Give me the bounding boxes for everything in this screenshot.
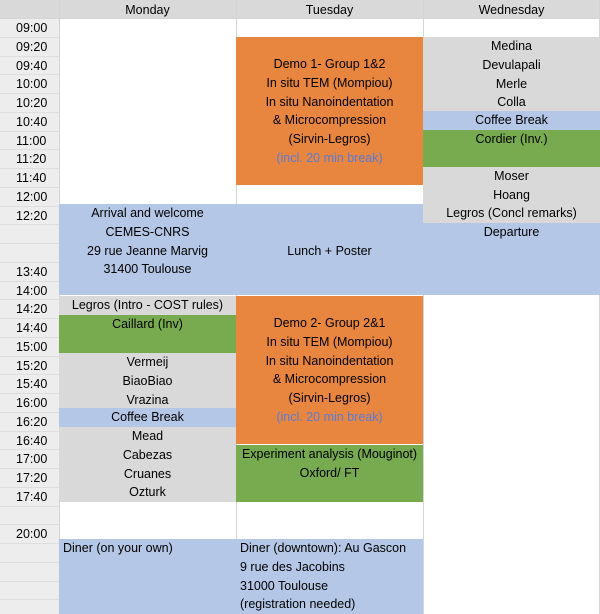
grid-line-h [0,356,59,357]
grid-line-h [0,299,59,300]
monday-talk: Cruanes [123,466,172,481]
time-label: 09:20 [16,39,48,54]
demo2-line: & Microcompression [272,372,387,387]
grid-line-h [0,431,59,432]
time-label: 15:20 [16,358,48,373]
monday-talk: Vermeij [126,355,169,369]
monday-caillard-label: Caillard (Inv) [112,317,183,331]
grid-line-h [0,506,59,507]
demo1-line: & Microcompression [272,113,387,128]
wednesday-coffee-block [423,111,600,130]
time-label: 12:20 [16,208,48,223]
time-label: 15:40 [16,377,48,392]
wednesday-coffee-label: Coffee Break [475,113,548,127]
experiment-line: Experiment analysis (Mouginot) [241,447,418,461]
wednesday-talk: Merle [495,76,528,91]
time-label: 16:20 [16,414,48,429]
grid-line-h [0,37,59,38]
tuesday-experiment-block [236,445,423,502]
header-tuesday: Tuesday [236,0,423,19]
grid-line-h [0,524,59,525]
grid-line-h [0,487,59,488]
wednesday-talk: Colla [497,95,526,110]
tuesday-diner-line: Diner (downtown): Au Gascon [240,541,407,555]
grid-line-h [0,112,59,113]
time-label: 17:20 [16,471,48,485]
grid-line-h [0,412,59,413]
wednesday-talks-bottom-block [423,167,600,204]
grid-line-h [0,337,59,338]
monday-talk: Cabezas [122,447,173,462]
tuesday-diner-line: 31000 Toulouse [240,578,329,593]
time-label: 11:40 [16,171,47,185]
demo1-line: In situ TEM (Mompiou) [266,75,393,90]
monday-talk: Mead [131,429,164,443]
grid-line-h [0,187,59,188]
tuesday-diner-line: 9 rue des Jacobins [240,559,345,574]
grid-line-h [0,243,59,244]
tuesday-demo1-block [236,37,423,185]
wednesday-concl-block [423,204,600,223]
time-label: 17:40 [16,489,48,504]
welcome-line: Arrival and welcome [91,206,204,220]
monday-caillard-block [59,315,236,353]
grid-line-h [0,599,59,600]
grid-line-h [0,224,59,225]
wednesday-talk: Devulapali [482,57,541,72]
welcome-line: CEMES-CNRS [105,224,190,239]
grid-line-h [0,543,59,544]
lunch-text [236,242,423,261]
monday-talks-a-block [59,353,236,408]
wednesday-talks-top-block [423,37,600,111]
wednesday-cordier-label: Cordier (Inv.) [475,132,548,146]
header-wednesday: Wednesday [423,0,600,19]
monday-welcome-text [59,204,236,279]
wednesday-talk: Moser [494,169,529,183]
tuesday-diner-line: (registration needed) [240,597,356,612]
monday-talk: Ozturk [129,485,166,500]
wednesday-departure-label: Departure [483,225,540,239]
grid-line-h [0,281,59,282]
monday-talk: Vrazina [126,392,169,407]
time-label: 20:00 [16,527,48,542]
grid-line-h [0,56,59,57]
time-label: 10:20 [16,96,48,110]
grid-line-h [0,374,59,375]
time-label: 14:00 [16,283,48,298]
grid-line-h [0,449,59,450]
grid-line-h [0,74,59,75]
time-label: 12:00 [16,189,48,204]
monday-coffee-block [59,408,236,427]
grid-line-h [0,393,59,394]
time-label: 13:40 [16,264,48,279]
monday-diner-label: Diner (on your own) [63,541,173,555]
grid-line-h [0,93,59,94]
time-label: 09:00 [16,21,48,35]
demo1-line: (Sirvin-Legros) [288,132,371,147]
time-label: 10:40 [16,114,48,129]
grid-line-h0 [0,18,600,19]
grid-line-h [0,262,59,263]
time-label: 16:40 [16,433,48,448]
demo2-line: (Sirvin-Legros) [288,391,371,406]
time-label: 11:00 [16,133,47,148]
demo2-line: In situ Nanoindentation [265,353,394,368]
demo1-line: Demo 1- Group 1&2 [273,57,386,71]
wednesday-talk: Medina [491,39,532,53]
time-label: 09:40 [16,58,48,73]
grid-line-h [0,206,59,207]
grid-line-h [0,149,59,150]
grid-line-h [0,581,59,582]
monday-talks-b-block [59,427,236,502]
wednesday-departure-block [423,223,600,295]
tuesday-demo2-block [236,296,423,444]
time-label: 10:00 [16,77,48,92]
lunch-label: Lunch + Poster [287,244,372,258]
header-monday: Monday [59,0,236,19]
grid-line-h [0,318,59,319]
tuesday-diner-block [236,539,423,614]
time-label: 15:00 [16,339,48,354]
time-label: 11:20 [16,152,47,167]
demo2-line: In situ TEM (Mompiou) [266,334,393,349]
experiment-line: Oxford/ FT [299,465,360,480]
time-label: 16:00 [16,396,48,410]
monday-diner-block [59,539,236,614]
grid-line-h [0,562,59,563]
grid-line-h [0,468,59,469]
time-label: 17:00 [16,452,48,467]
monday-legros-block [59,296,236,315]
monday-talk: BiaoBiao [122,373,173,388]
wednesday-talk: Hoang [493,187,530,202]
grid-line-h [0,168,59,169]
welcome-line: 31400 Toulouse [103,262,192,277]
grid-line-h [0,131,59,132]
demo2-line: Demo 2- Group 2&1 [273,316,386,330]
demo1-line: In situ Nanoindentation [265,94,394,109]
wednesday-concl-label: Legros (Concl remarks) [446,206,577,220]
header-corner [0,0,59,19]
time-label: 14:40 [16,321,48,335]
welcome-line: 29 rue Jeanne Marvig [87,243,208,258]
monday-coffee-label: Coffee Break [111,410,184,424]
demo1-break-note: (incl. 20 min break) [276,150,383,165]
demo2-break-note: (incl. 20 min break) [276,409,383,424]
monday-legros-label: Legros (Intro - COST rules) [71,298,224,312]
time-label: 14:20 [16,302,48,317]
wednesday-cordier-block [423,130,600,167]
